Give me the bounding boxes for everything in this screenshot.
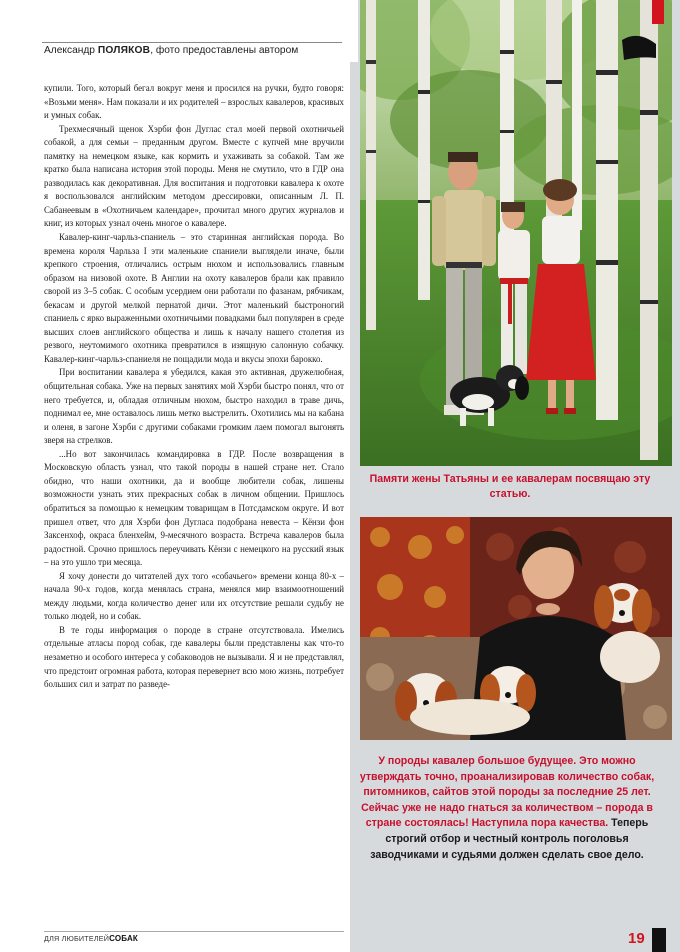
- footer-magazine-name: СОБАК: [109, 934, 139, 943]
- article-paragraph: При воспитании кавалера я убедился, какая это активная, дружелюбная, общительная собака. Уже на первых занятиях мой Хэрби быстро понял, что от него требуется, и, обладая отличным нюхом, быстро находил в траве дичь, поднимал ее, мне оставалось лишь метко выстрелить. Охотились мы на кабана и оленя, в загоне Хэрби с другими собаками громким лаем помогал выгонять зверя на стрелков.: [44, 367, 344, 446]
- woman-dogs-photo: [360, 517, 672, 740]
- byline: [44, 45, 344, 56]
- family-forest-photo: [360, 0, 672, 466]
- article-paragraph: Я хочу донести до читателей дух того «собачьего» времени конца 80-х – начала 90-х годов, когда менялась страна, менялся мир взаимоотношений между людьми, когда количество денег или их отсутствие решали судьбу не только людей, но и собак.: [44, 570, 344, 622]
- article-paragraph: ...Но вот закончилась командировка в ГДР. После возвращения в Московскую область узнал, что такой породы в нашей стране нет. Стало обидно, что наши охотники, да и вообще любители собак, лишены возможности узнать этих прекрасных собак в личном общении. Пришлось обратиться за помощью к немецким товарищам в Потсдамском округе. И вот пришел ответ, что для Хэрби фон Дугласа подобрана невеста – Кёнзи фон Заксенхоф, окраса бленхейм, 9-месячного возраста. Встреча кавалеров была радостной. Срочно пришлось переучивать Кёнзи с немецкого на русский язык – на это ушло три месяца.: [44, 448, 344, 568]
- article-paragraph: Трехмесячный щенок Хэрби фон Дуглас стал моей первой охотничьей собакой, а для семьи – преданным другом. Вместе с купчей мне вручили памятку на немецком языке, как кормить и ухаживать за собакой. Там же кратко была написана история этой породы. Меня не смутило, что в ГДР она разводилась как декоративная. Для воспитания и подготовки кавалера к охоте я воспользовался английским методом дрессировки, описанным Л. П. Сабанеевым в «Охотничьем календаре», прочитал много других журналов и книг, из которых узнал очень многое о кавалере.: [44, 123, 344, 229]
- author-last-name: ПОЛЯКОВ: [97, 45, 151, 56]
- photo1-caption: Памяти жены Татьяны и ее кавалерам посвящаю эту статью.: [369, 473, 651, 500]
- photo-credit: , фото предоставлены автором: [150, 45, 299, 56]
- byline-rule: [42, 42, 342, 43]
- photo2-caption: [352, 754, 662, 863]
- page-number: 19: [628, 930, 645, 947]
- corner-black-tab: [652, 928, 666, 952]
- article-paragraph: В те годы информация о породе в стране отсутствовала. Имелись отдельные атласы пород собак, где кавалеры были представлены как что-то незаметно и особого интереса у собаководов не вызывали. Я и не представлял, что предстоит огромная работа, которая перевернет всю мою жизнь, потребует больших сил и затрат по разведе-: [44, 624, 344, 690]
- corner-red-tab: [652, 0, 664, 24]
- article-body: [44, 82, 344, 922]
- author-first-name: Александр: [44, 45, 95, 56]
- article-paragraph: купили. Того, который бегал вокруг меня и просился на ручки, будто говоря: «Возьми меня». Нам показали и их родителей – взрослых кавалеров, красивых и умных собак.: [44, 83, 344, 121]
- footer-rule: [44, 931, 344, 932]
- photo2-caption-black: Теперь строгий отбор и честный контроль поголовья заводчиками и судьями должен сделать свое дело.: [370, 817, 649, 861]
- magazine-footer: [44, 934, 138, 943]
- footer-prefix: ДЛЯ ЛЮБИТЕЛЕЙ: [44, 934, 110, 943]
- photo2-caption-red: У породы кавалер большое будущее. Это можно утверждать точно, проанализировав количество собак, питомников, сайтов этой породы за последние 25 лет. Сейчас уже не надо гнаться за количеством – порода в стране состоялась! Наступила пора качества.: [359, 755, 655, 830]
- article-paragraph: Кавалер-кинг-чарльз-спаниель – это старинная английская порода. Во времена короля Чарльза I эти маленькие спаниели выглядели иначе, были крепкого строения, отличались острым нюхом и использовались главным образом на низовой охоте. В Англии на охоту кавалеров брали как правило сворой из 3–5 собак. С особым усердием они работали по фазанам, рябчикам, бекасам и другой мелкой пернатой дичи. Этот маленький быстроногий спаниель с ярко выраженными охотничьими повадками был популярен в среде высших слоев английского общества и лишь к началу нашего столетия из резвого, неутомимого охотника превратился в изящную салонную собачку. Кавалер-кинг-чарльз-спаниеля не пощадили мода и вкусы эпохи барокко.: [44, 232, 344, 364]
